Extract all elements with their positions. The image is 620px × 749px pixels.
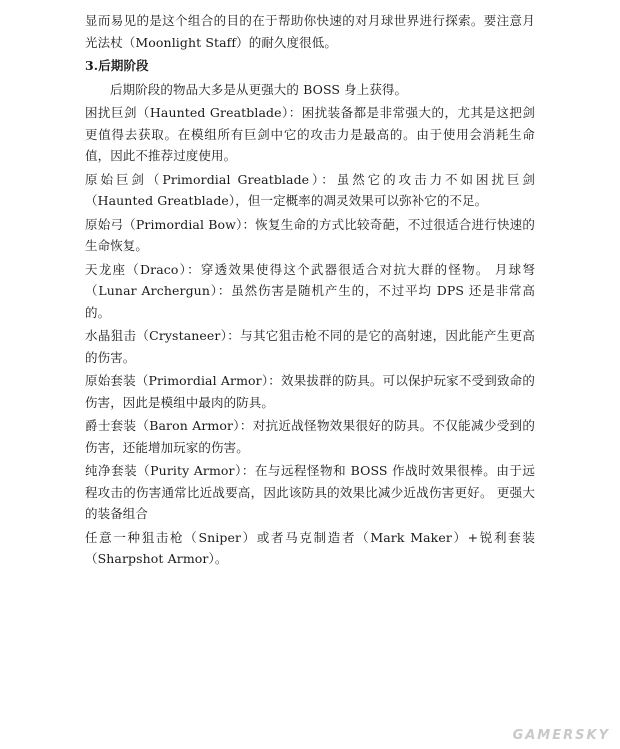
paragraph-primordial-armor: 原始套装（Primordial Armor）：效果拔群的防具。可以保护玩家不受到致命的伤害，因此是模组中最肉的防具。 <box>85 373 535 410</box>
paragraph-primordial-bow: 原始弓（Primordial Bow）：恢复生命的方式比较奇葩，不过很适合进行快速的生命恢复。 <box>85 216 535 253</box>
gamersky-watermark: GAMERSKY <box>512 728 610 743</box>
paragraph-haunted-greatblade: 困扰巨剑（Haunted Greatblade）：困扰装备都是非常强大的，尤其是这把剑更值得去获取。在模组所有巨剑中它的攻击力是最高的。由于使用会消耗生命值，因此不推荐过度使用。 <box>85 105 535 163</box>
section-heading-late-stage: 3.后期阶段 <box>85 58 149 73</box>
paragraph-intro-continued: 显而易见的是这个组合的目的在于帮助你快速的对月球世界进行探索。要注意月光法杖（Moonlight Staff）的耐久度很低。 <box>85 13 535 50</box>
document-body <box>85 10 535 572</box>
paragraph-crystaneer: 水晶狙击（Crystaneer）：与其它狙击枪不同的是它的高射速，因此能产生更高的伤害。 <box>85 328 535 365</box>
paragraph-draco-lunar-archergun: 天龙座（Draco）：穿透效果使得这个武器很适合对抗大群的怪物。 月球弩（Lunar Archergun）：虽然伤害是随机产生的，不过平均 DPS 还是非常高 的。 <box>85 261 535 320</box>
paragraph-baron-armor: 爵士套装（Baron Armor）：对抗近战怪物效果很好的防具。不仅能减少受到的伤害，还能增加玩家的伤害。 <box>85 418 535 455</box>
paragraph-combo-sniper: 任意一种狙击枪（Sniper）或者马克制造者（Mark Maker）+锐利套装（Sharpshot Armor）。 <box>85 529 535 566</box>
paragraph-purity-armor: 纯净套装（Purity Armor）：在与远程怪物和 BOSS 作战时效果很棒。由于远程攻击的伤害通常比近战要高，因此该防具的效果比减少近战伤害更好。 更强大的装备组合 <box>85 463 535 521</box>
paragraph-late-stage-intro: 后期阶段的物品大多是从更强大的 BOSS 身上获得。 <box>110 81 408 97</box>
paragraph-primordial-greatblade: 原始巨剑（Primordial Greatblade）：虽然它的攻击力不如困扰巨剑（Haunted Greatblade），但一定概率的凋灵效果可以弥补它的不足。 <box>85 171 535 208</box>
